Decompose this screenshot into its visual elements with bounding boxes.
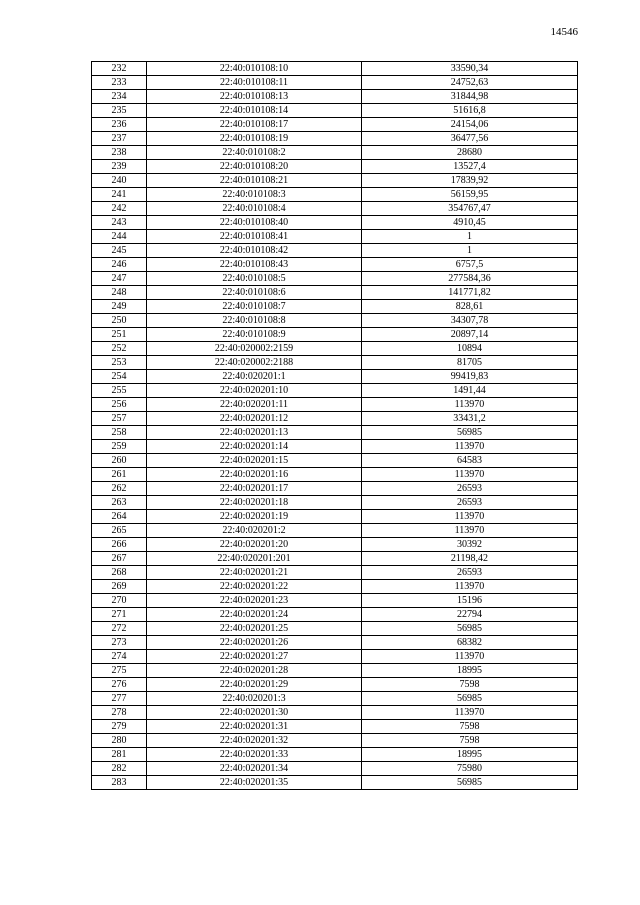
cadastral-number-cell: 22:40:020002:2159: [147, 342, 362, 356]
row-number-cell: 279: [92, 720, 147, 734]
cadastral-number-cell: 22:40:020201:22: [147, 580, 362, 594]
value-cell: 26593: [362, 496, 578, 510]
table-row: [92, 510, 578, 524]
row-number-cell: 276: [92, 678, 147, 692]
cadastral-number-cell: 22:40:010108:41: [147, 230, 362, 244]
table-row: [92, 482, 578, 496]
cadastral-number-cell: 22:40:020201:10: [147, 384, 362, 398]
value-cell: 81705: [362, 356, 578, 370]
value-cell: 24154,06: [362, 118, 578, 132]
cadastral-number-cell: 22:40:020201:25: [147, 622, 362, 636]
value-cell: 113970: [362, 706, 578, 720]
value-cell: 56985: [362, 692, 578, 706]
table-row: [92, 762, 578, 776]
table-row: [92, 636, 578, 650]
cadastral-number-cell: 22:40:020201:30: [147, 706, 362, 720]
row-number-cell: 249: [92, 300, 147, 314]
table-row: [92, 454, 578, 468]
value-cell: 20897,14: [362, 328, 578, 342]
table-row: [92, 468, 578, 482]
value-cell: 36477,56: [362, 132, 578, 146]
cadastral-number-cell: 22:40:010108:10: [147, 62, 362, 76]
cadastral-number-cell: 22:40:010108:9: [147, 328, 362, 342]
table-row: [92, 692, 578, 706]
value-cell: 18995: [362, 748, 578, 762]
row-number-cell: 233: [92, 76, 147, 90]
value-cell: 56985: [362, 426, 578, 440]
table-row: [92, 328, 578, 342]
cadastral-number-cell: 22:40:020201:14: [147, 440, 362, 454]
row-number-cell: 275: [92, 664, 147, 678]
cadastral-number-cell: 22:40:020201:11: [147, 398, 362, 412]
cadastral-number-cell: 22:40:010108:3: [147, 188, 362, 202]
row-number-cell: 270: [92, 594, 147, 608]
row-number-cell: 271: [92, 608, 147, 622]
cadastral-number-cell: 22:40:020201:1: [147, 370, 362, 384]
value-cell: 64583: [362, 454, 578, 468]
table-row: [92, 104, 578, 118]
cadastral-number-cell: 22:40:020201:21: [147, 566, 362, 580]
cadastral-number-cell: 22:40:010108:20: [147, 160, 362, 174]
value-cell: 113970: [362, 398, 578, 412]
value-cell: 1: [362, 230, 578, 244]
table-row: [92, 776, 578, 790]
cadastral-number-cell: 22:40:020201:24: [147, 608, 362, 622]
value-cell: 34307,78: [362, 314, 578, 328]
row-number-cell: 238: [92, 146, 147, 160]
row-number-cell: 265: [92, 524, 147, 538]
table-row: [92, 272, 578, 286]
cadastral-number-cell: 22:40:020201:201: [147, 552, 362, 566]
row-number-cell: 234: [92, 90, 147, 104]
cadastral-number-cell: 22:40:010108:4: [147, 202, 362, 216]
cadastral-number-cell: 22:40:010108:5: [147, 272, 362, 286]
cadastral-number-cell: 22:40:020201:18: [147, 496, 362, 510]
table-body: [92, 62, 578, 790]
row-number-cell: 280: [92, 734, 147, 748]
row-number-cell: 281: [92, 748, 147, 762]
value-cell: 828,61: [362, 300, 578, 314]
cadastral-number-cell: 22:40:010108:7: [147, 300, 362, 314]
cadastral-number-cell: 22:40:010108:11: [147, 76, 362, 90]
table-row: [92, 62, 578, 76]
table-row: [92, 118, 578, 132]
row-number-cell: 241: [92, 188, 147, 202]
row-number-cell: 254: [92, 370, 147, 384]
value-cell: 10894: [362, 342, 578, 356]
table-row: [92, 748, 578, 762]
cadastral-number-cell: 22:40:020201:29: [147, 678, 362, 692]
value-cell: 33590,34: [362, 62, 578, 76]
cadastral-number-cell: 22:40:020201:31: [147, 720, 362, 734]
value-cell: 75980: [362, 762, 578, 776]
row-number-cell: 237: [92, 132, 147, 146]
cadastral-number-cell: 22:40:020201:26: [147, 636, 362, 650]
table-row: [92, 566, 578, 580]
value-cell: 24752,63: [362, 76, 578, 90]
value-cell: 113970: [362, 580, 578, 594]
table-row: [92, 426, 578, 440]
cadastral-number-cell: 22:40:020201:33: [147, 748, 362, 762]
table-row: [92, 412, 578, 426]
row-number-cell: 243: [92, 216, 147, 230]
table-row: [92, 216, 578, 230]
row-number-cell: 246: [92, 258, 147, 272]
table-row: [92, 538, 578, 552]
value-cell: 17839,92: [362, 174, 578, 188]
table-row: [92, 90, 578, 104]
value-cell: 26593: [362, 482, 578, 496]
table-row: [92, 258, 578, 272]
page-number: 14546: [550, 26, 578, 38]
cadastral-number-cell: 22:40:020201:35: [147, 776, 362, 790]
row-number-cell: 257: [92, 412, 147, 426]
value-cell: 4910,45: [362, 216, 578, 230]
cadastral-value-table: [91, 61, 578, 790]
table-row: [92, 174, 578, 188]
cadastral-number-cell: 22:40:020201:2: [147, 524, 362, 538]
value-cell: 28680: [362, 146, 578, 160]
table-row: [92, 720, 578, 734]
table-row: [92, 314, 578, 328]
row-number-cell: 239: [92, 160, 147, 174]
row-number-cell: 244: [92, 230, 147, 244]
value-cell: 113970: [362, 468, 578, 482]
value-cell: 99419,83: [362, 370, 578, 384]
value-cell: 113970: [362, 510, 578, 524]
row-number-cell: 256: [92, 398, 147, 412]
value-cell: 7598: [362, 734, 578, 748]
table-row: [92, 202, 578, 216]
cadastral-number-cell: 22:40:020201:17: [147, 482, 362, 496]
row-number-cell: 267: [92, 552, 147, 566]
cadastral-number-cell: 22:40:020201:15: [147, 454, 362, 468]
row-number-cell: 268: [92, 566, 147, 580]
cadastral-number-cell: 22:40:010108:40: [147, 216, 362, 230]
cadastral-number-cell: 22:40:010108:2: [147, 146, 362, 160]
value-cell: 21198,42: [362, 552, 578, 566]
row-number-cell: 251: [92, 328, 147, 342]
row-number-cell: 258: [92, 426, 147, 440]
table-row: [92, 524, 578, 538]
cadastral-number-cell: 22:40:020201:28: [147, 664, 362, 678]
row-number-cell: 255: [92, 384, 147, 398]
cadastral-number-cell: 22:40:020002:2188: [147, 356, 362, 370]
table-row: [92, 594, 578, 608]
value-cell: 51616,8: [362, 104, 578, 118]
row-number-cell: 278: [92, 706, 147, 720]
row-number-cell: 248: [92, 286, 147, 300]
cadastral-number-cell: 22:40:010108:17: [147, 118, 362, 132]
value-cell: 31844,98: [362, 90, 578, 104]
table-row: [92, 678, 578, 692]
cadastral-number-cell: 22:40:010108:42: [147, 244, 362, 258]
value-cell: 56159,95: [362, 188, 578, 202]
cadastral-number-cell: 22:40:020201:27: [147, 650, 362, 664]
cadastral-number-cell: 22:40:020201:3: [147, 692, 362, 706]
cadastral-number-cell: 22:40:010108:43: [147, 258, 362, 272]
value-cell: 33431,2: [362, 412, 578, 426]
table-row: [92, 356, 578, 370]
table-row: [92, 188, 578, 202]
cadastral-number-cell: 22:40:010108:19: [147, 132, 362, 146]
row-number-cell: 272: [92, 622, 147, 636]
row-number-cell: 282: [92, 762, 147, 776]
row-number-cell: 263: [92, 496, 147, 510]
value-cell: 141771,82: [362, 286, 578, 300]
cadastral-number-cell: 22:40:020201:20: [147, 538, 362, 552]
row-number-cell: 261: [92, 468, 147, 482]
cadastral-number-cell: 22:40:020201:34: [147, 762, 362, 776]
table-row: [92, 300, 578, 314]
row-number-cell: 250: [92, 314, 147, 328]
table-row: [92, 370, 578, 384]
value-cell: 1491,44: [362, 384, 578, 398]
table-row: [92, 440, 578, 454]
row-number-cell: 283: [92, 776, 147, 790]
cadastral-number-cell: 22:40:020201:19: [147, 510, 362, 524]
row-number-cell: 236: [92, 118, 147, 132]
table-row: [92, 160, 578, 174]
cadastral-number-cell: 22:40:020201:32: [147, 734, 362, 748]
table-row: [92, 398, 578, 412]
table-row: [92, 580, 578, 594]
table-row: [92, 230, 578, 244]
cadastral-number-cell: 22:40:020201:23: [147, 594, 362, 608]
row-number-cell: 240: [92, 174, 147, 188]
value-cell: 13527,4: [362, 160, 578, 174]
table-row: [92, 706, 578, 720]
value-cell: 22794: [362, 608, 578, 622]
table-row: [92, 384, 578, 398]
row-number-cell: 247: [92, 272, 147, 286]
row-number-cell: 235: [92, 104, 147, 118]
table-row: [92, 244, 578, 258]
value-cell: 113970: [362, 524, 578, 538]
row-number-cell: 273: [92, 636, 147, 650]
cadastral-number-cell: 22:40:020201:12: [147, 412, 362, 426]
row-number-cell: 252: [92, 342, 147, 356]
value-cell: 354767,47: [362, 202, 578, 216]
row-number-cell: 274: [92, 650, 147, 664]
row-number-cell: 266: [92, 538, 147, 552]
value-cell: 26593: [362, 566, 578, 580]
row-number-cell: 277: [92, 692, 147, 706]
cadastral-number-cell: 22:40:020201:13: [147, 426, 362, 440]
value-cell: 113970: [362, 440, 578, 454]
row-number-cell: 245: [92, 244, 147, 258]
cadastral-number-cell: 22:40:010108:6: [147, 286, 362, 300]
value-cell: 30392: [362, 538, 578, 552]
table-row: [92, 650, 578, 664]
row-number-cell: 259: [92, 440, 147, 454]
row-number-cell: 260: [92, 454, 147, 468]
table-row: [92, 608, 578, 622]
value-cell: 68382: [362, 636, 578, 650]
table-row: [92, 342, 578, 356]
value-cell: 6757,5: [362, 258, 578, 272]
value-cell: 18995: [362, 664, 578, 678]
row-number-cell: 232: [92, 62, 147, 76]
value-cell: 56985: [362, 622, 578, 636]
row-number-cell: 264: [92, 510, 147, 524]
row-number-cell: 262: [92, 482, 147, 496]
row-number-cell: 242: [92, 202, 147, 216]
value-cell: 277584,36: [362, 272, 578, 286]
value-cell: 113970: [362, 650, 578, 664]
cadastral-number-cell: 22:40:010108:14: [147, 104, 362, 118]
table-row: [92, 734, 578, 748]
cadastral-number-cell: 22:40:010108:21: [147, 174, 362, 188]
cadastral-number-cell: 22:40:010108:8: [147, 314, 362, 328]
cadastral-number-cell: 22:40:020201:16: [147, 468, 362, 482]
row-number-cell: 269: [92, 580, 147, 594]
table-row: [92, 132, 578, 146]
value-cell: 7598: [362, 720, 578, 734]
table-row: [92, 496, 578, 510]
table-row: [92, 622, 578, 636]
value-cell: 56985: [362, 776, 578, 790]
table-row: [92, 286, 578, 300]
value-cell: 7598: [362, 678, 578, 692]
row-number-cell: 253: [92, 356, 147, 370]
table-row: [92, 76, 578, 90]
value-cell: 1: [362, 244, 578, 258]
table-row: [92, 146, 578, 160]
cadastral-number-cell: 22:40:010108:13: [147, 90, 362, 104]
table-row: [92, 664, 578, 678]
table-row: [92, 552, 578, 566]
value-cell: 15196: [362, 594, 578, 608]
